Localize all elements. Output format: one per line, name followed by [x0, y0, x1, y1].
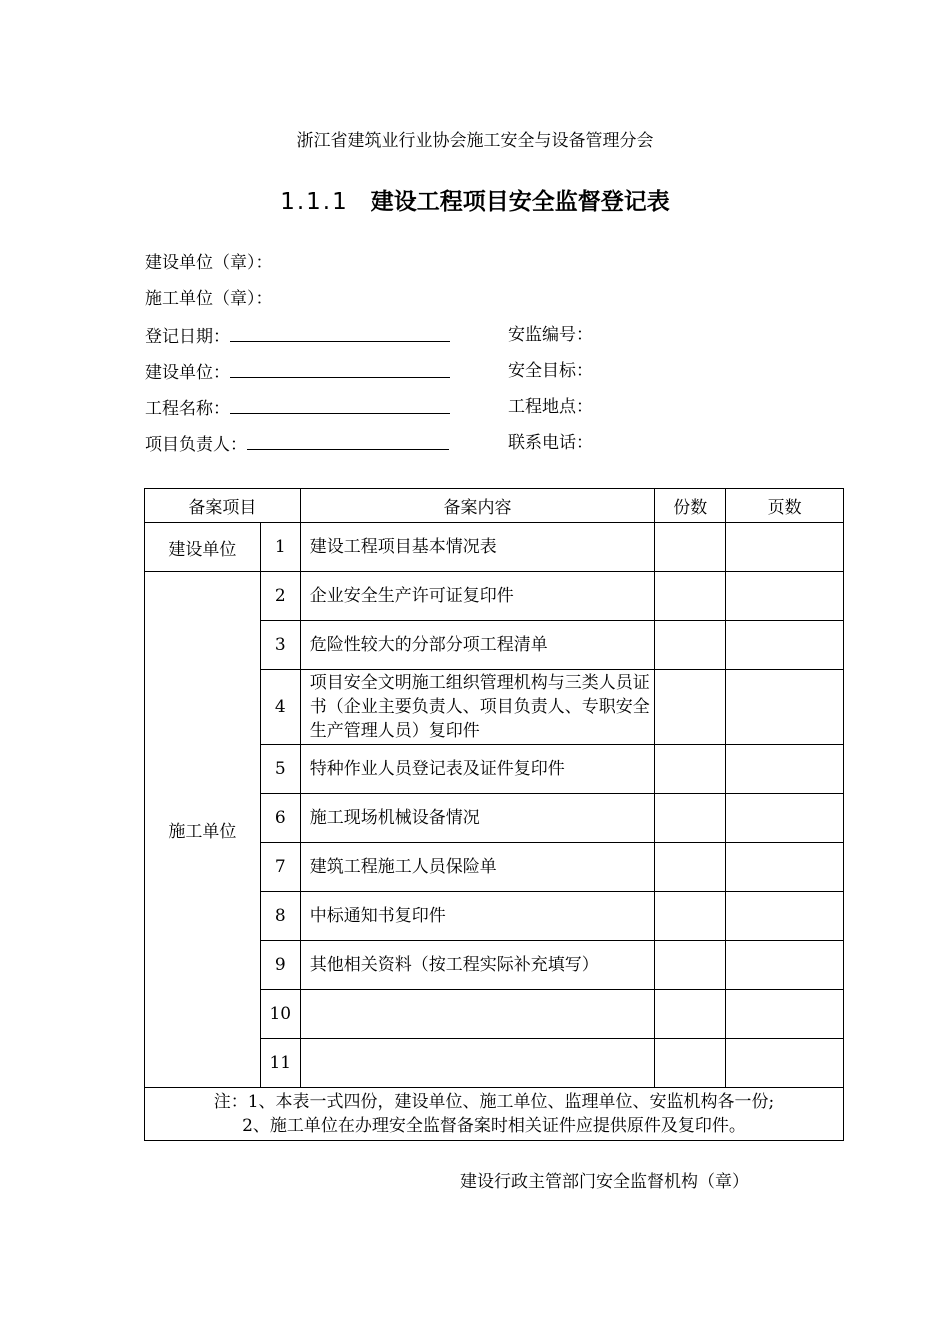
copies-cell[interactable] — [655, 621, 726, 670]
note-line-1: 注：1、本表一式四份，建设单位、施工单位、监理单位、安监机构各一份; — [213, 1092, 775, 1112]
pages-cell[interactable] — [726, 572, 844, 621]
row-number: 2 — [260, 572, 300, 621]
copies-cell[interactable] — [655, 1039, 726, 1088]
row-content: 建设工程项目基本情况表 — [300, 523, 654, 572]
header-content: 备案内容 — [300, 489, 654, 523]
row-number: 5 — [260, 745, 300, 794]
header-copies: 份数 — [655, 489, 726, 523]
contact-phone-label: 联系电话： — [508, 433, 593, 453]
supervision-agency-seal: 建设行政主管部门安全监督机构（章） — [460, 1172, 749, 1192]
row-number: 10 — [260, 990, 300, 1039]
note-cell — [145, 1088, 844, 1141]
row-content: 中标通知书复印件 — [300, 892, 654, 941]
safety-target-label: 安全目标： — [508, 361, 593, 381]
form-title — [0, 183, 950, 216]
project-manager-input-line[interactable] — [247, 431, 449, 450]
copies-cell[interactable] — [655, 572, 726, 621]
reg-date-label: 登记日期： — [145, 327, 230, 347]
note-line-2: 2、施工单位在办理安全监督备案时相关证件应提供原件及复印件。 — [242, 1116, 746, 1136]
registration-table — [144, 488, 844, 1141]
row-number: 4 — [260, 670, 300, 745]
copies-cell[interactable] — [655, 745, 726, 794]
copies-cell[interactable] — [655, 670, 726, 745]
pages-cell[interactable] — [726, 892, 844, 941]
row-content: 项目安全文明施工组织管理机构与三类人员证书（企业主要负责人、项目负责人、专职安全生产管理人员）复印件 — [300, 670, 654, 745]
row-content: 其他相关资料（按工程实际补充填写） — [300, 941, 654, 990]
header-pages: 页数 — [726, 489, 844, 523]
build-unit-input-line[interactable] — [230, 359, 450, 378]
row-number: 7 — [260, 843, 300, 892]
table-row — [145, 523, 844, 572]
build-unit-field — [145, 359, 450, 385]
row-content: 企业安全生产许可证复印件 — [300, 572, 654, 621]
reg-date-field — [145, 323, 450, 349]
row-number: 6 — [260, 794, 300, 843]
row-content[interactable] — [300, 990, 654, 1039]
project-name-label: 工程名称： — [145, 399, 230, 419]
row-content: 特种作业人员登记表及证件复印件 — [300, 745, 654, 794]
row-content: 施工现场机械设备情况 — [300, 794, 654, 843]
copies-cell[interactable] — [655, 941, 726, 990]
safety-no-label: 安监编号： — [508, 325, 593, 345]
copies-cell[interactable] — [655, 843, 726, 892]
pages-cell[interactable] — [726, 941, 844, 990]
copies-cell[interactable] — [655, 892, 726, 941]
build-unit-label: 建设单位： — [145, 363, 230, 383]
note-row — [145, 1088, 844, 1141]
reg-date-input-line[interactable] — [230, 323, 450, 342]
title-text: 建设工程项目安全监督登记表 — [370, 189, 670, 215]
pages-cell[interactable] — [726, 843, 844, 892]
organization-name: 浙江省建筑业行业协会施工安全与设备管理分会 — [296, 131, 654, 151]
copies-cell[interactable] — [655, 523, 726, 572]
group-build-unit: 建设单位 — [145, 523, 261, 572]
row-number: 3 — [260, 621, 300, 670]
copies-cell[interactable] — [655, 990, 726, 1039]
pages-cell[interactable] — [726, 670, 844, 745]
row-content[interactable] — [300, 1039, 654, 1088]
table-row — [145, 572, 844, 621]
project-manager-label: 项目负责人： — [145, 435, 247, 455]
pages-cell[interactable] — [726, 990, 844, 1039]
project-name-field — [145, 395, 450, 421]
row-content: 建筑工程施工人员保险单 — [300, 843, 654, 892]
row-content: 危险性较大的分部分项工程清单 — [300, 621, 654, 670]
build-unit-seal-label: 建设单位（章）： — [145, 253, 273, 273]
project-name-input-line[interactable] — [230, 395, 450, 414]
row-number: 9 — [260, 941, 300, 990]
row-number: 1 — [260, 523, 300, 572]
header-item: 备案项目 — [145, 489, 301, 523]
pages-cell[interactable] — [726, 523, 844, 572]
table-header-row — [145, 489, 844, 523]
construct-unit-seal-label: 施工单位（章）： — [145, 289, 273, 309]
project-location-label: 工程地点： — [508, 397, 593, 417]
pages-cell[interactable] — [726, 794, 844, 843]
row-number: 8 — [260, 892, 300, 941]
row-number: 11 — [260, 1039, 300, 1088]
pages-cell[interactable] — [726, 621, 844, 670]
project-manager-field — [145, 431, 449, 457]
pages-cell[interactable] — [726, 1039, 844, 1088]
copies-cell[interactable] — [655, 794, 726, 843]
group-construct-unit: 施工单位 — [145, 572, 261, 1088]
section-number: 1.1.1 — [280, 189, 349, 215]
pages-cell[interactable] — [726, 745, 844, 794]
